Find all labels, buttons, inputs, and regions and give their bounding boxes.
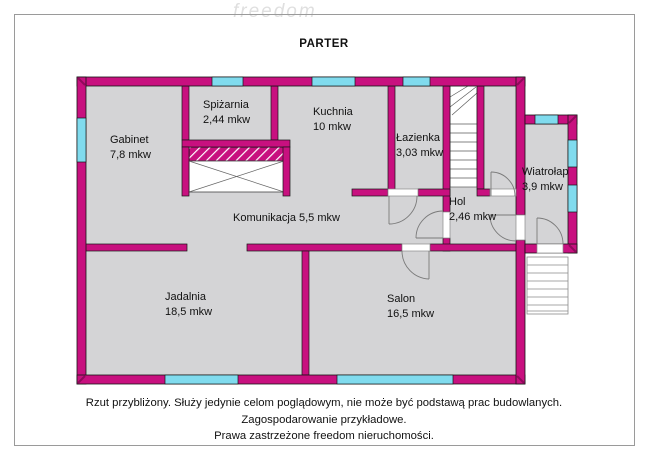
room-label-spizarnia: Spiżarnia 2,44 mkw — [203, 99, 251, 126]
watermark: freedom — [233, 1, 317, 22]
staircase-exterior — [527, 257, 568, 314]
room-label-hol: Hol 2,46 mkw — [449, 196, 497, 223]
room-label-gabinet: Gabinet 7,8 mkw — [110, 134, 151, 161]
room-label-kuchnia: Kuchnia 10 mkw — [313, 106, 353, 133]
page-title: PARTER — [299, 38, 349, 50]
room-label-komunikacja: Komunikacja 5,5 mkw — [233, 212, 340, 224]
disclaimer — [14, 395, 634, 445]
wardrobe-symbol — [189, 147, 284, 192]
disclaimer-line-2: Zagospodarowanie przykładowe. — [241, 413, 407, 426]
room-label-lazienka: Łazienka 3,03 mkw — [396, 132, 444, 159]
room-label-jadalnia: Jadalnia 18,5 mkw — [165, 291, 213, 318]
room-label-salon: Salon 16,5 mkw — [387, 293, 435, 320]
disclaimer-line-3: Prawa zastrzeżone freedom nieruchomości. — [214, 430, 434, 442]
disclaimer-line-1: Rzut przybliżony. Służy jedynie celom poglądowym, nie może być podstawą prac budowlanych. — [85, 397, 563, 409]
staircase-interior — [450, 86, 477, 187]
room-label-wiatrolap: Wiatrołap 3,9 mkw — [522, 166, 569, 193]
